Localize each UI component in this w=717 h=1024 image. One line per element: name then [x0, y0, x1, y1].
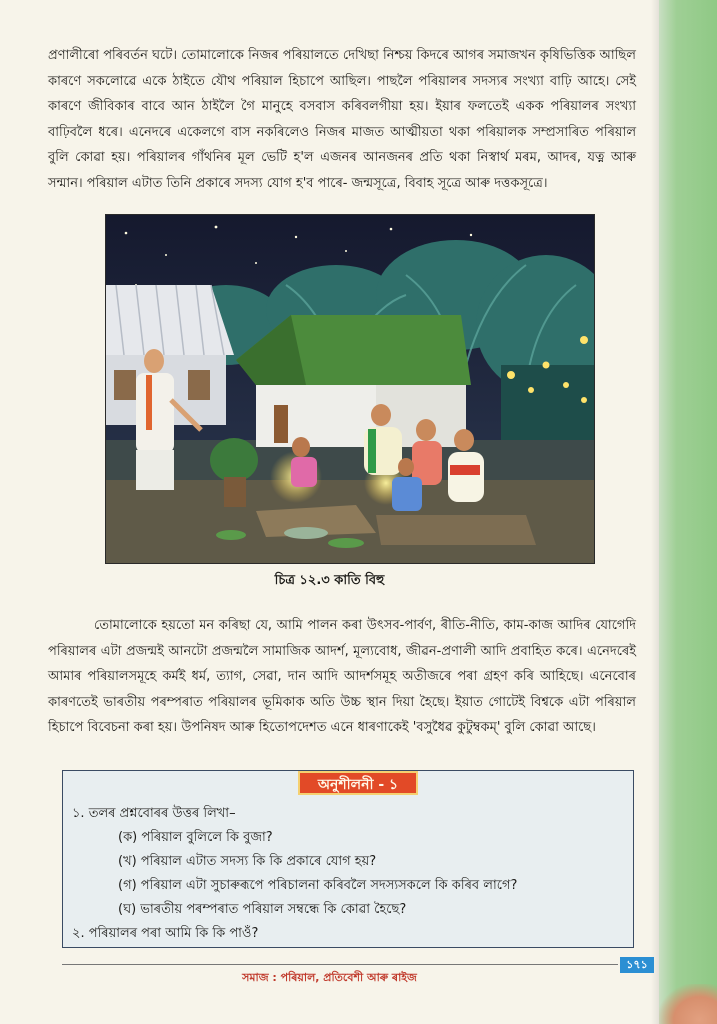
body-paragraph-2: তোমালোকে হয়তো মন কৰিছা যে, আমি পালন কৰা উৎসব-পাৰ্বণ, ৰীতি-নীতি, কাম-কাজ আদিৰ যোগেদি পৰিয়ালৰ এটা প্ৰজন্মই আনটো প্ৰজন্মলৈ সামাজিক আদৰ্শ, মূল্যবোধ, জীৱন-প্ৰণালী আদি প্ৰবাহিত কৰে। এনেদৰেই আমাৰ পৰিয়ালসমূহে কৰ্মই ধৰ্ম, ত্যাগ, সেৱা, দান আদি আদৰ্শসমূহ অতীজৰে পৰা গ্ৰহণ কৰি আহিছে। এনেবোৰ কাৰণতেই ভাৰতীয় পৰম্পৰাত পৰিয়ালৰ ভূমিকাক অতি উচ্চ স্থান দিয়া হৈছে। ইয়াত গোটেই বিশ্বকে এটা পৰিয়াল হিচাপে বিবেচনা কৰা হয়। উপনিষদ আৰু হিতোপদেশত এনে ধাৰণাকেই 'বসুধৈৱ কুটুম্বকম্' বুলি কোৱা আছে। — [48, 618, 636, 735]
footer-divider — [62, 964, 618, 965]
exercise-question-1d: (ঘ) ভাৰতীয় পৰম্পৰাত পৰিয়াল সম্বন্ধে কি কোৱা হৈছে? — [118, 902, 407, 917]
page-edge-green — [659, 0, 717, 1024]
kati-bihu-picture — [106, 215, 594, 563]
body-paragraph-1: প্ৰণালীৰো পৰিবৰ্তন ঘটে। তোমালোকে নিজৰ পৰিয়ালতে দেখিছা নিশ্চয় কিদৰে আগৰ সমাজখন কৃষিভিত্তিক আছিল কাৰণে সকলোৱে একে ঠাইতে যৌথ পৰিয়াল হিচাপে আছিল। পাছলৈ পৰিয়ালৰ সদস্যৰ সংখ্যা বাঢ়ি আহে। সেই কাৰণে জীবিকাৰ বাবে আন ঠাইলৈ গৈ মানুহে বসবাস কৰিবলগীয়া হয়। ইয়াৰ ফলতেই একক পৰিয়ালৰ সংখ্যা বাঢ়িবলৈ ধৰে। এনেদৰে একেলগে বাস নকৰিলেও নিজৰ মাজত আত্মীয়তা থকা পৰিয়ালক সম্প্ৰসাৰিত পৰিয়াল বুলি কোৱা হয়। পৰিয়ালৰ গাঁথনিৰ মূল ভেটি হ'ল এজনৰ আনজনৰ প্ৰতি থকা নিস্বাৰ্থ মৰম, আদৰ, যত্ন আৰু সন্মান। পৰিয়াল এটাত তিনি প্ৰকাৰে সদস্য যোগ হ'ব পাৰে- জন্মসূত্ৰে, বিবাহ সূত্ৰে আৰু দত্তকসূত্ৰে। — [48, 48, 636, 191]
exercise-question-1a: (ক) পৰিয়াল বুলিলে কি বুজা? — [118, 830, 273, 845]
festival-illustration — [105, 214, 595, 564]
footer-chapter-title: সমাজ : পৰিয়াল, প্ৰতিবেশী আৰু ৰাইজ — [242, 971, 417, 984]
page-number: ১৭১ — [620, 957, 654, 973]
exercise-question-2: ২. পৰিয়ালৰ পৰা আমি কি কি পাওঁ? — [72, 926, 259, 941]
figure-caption: চিত্ৰ ১২.৩ কাতি বিহু — [274, 573, 385, 588]
exercise-title: অনুশীলনী - ১ — [298, 771, 418, 795]
exercise-question-1: ১. তলৰ প্ৰশ্নবোৰৰ উত্তৰ লিখা– — [72, 806, 236, 821]
finger-corner — [659, 984, 717, 1024]
exercise-question-1b: (খ) পৰিয়াল এটাত সদস্য কি কি প্ৰকাৰে যোগ হয়? — [118, 854, 377, 869]
exercise-question-1c: (গ) পৰিয়াল এটা সুচাৰুৰূপে পৰিচালনা কৰিবলৈ সদস্যসকলে কি কৰিব লাগে? — [118, 878, 518, 893]
